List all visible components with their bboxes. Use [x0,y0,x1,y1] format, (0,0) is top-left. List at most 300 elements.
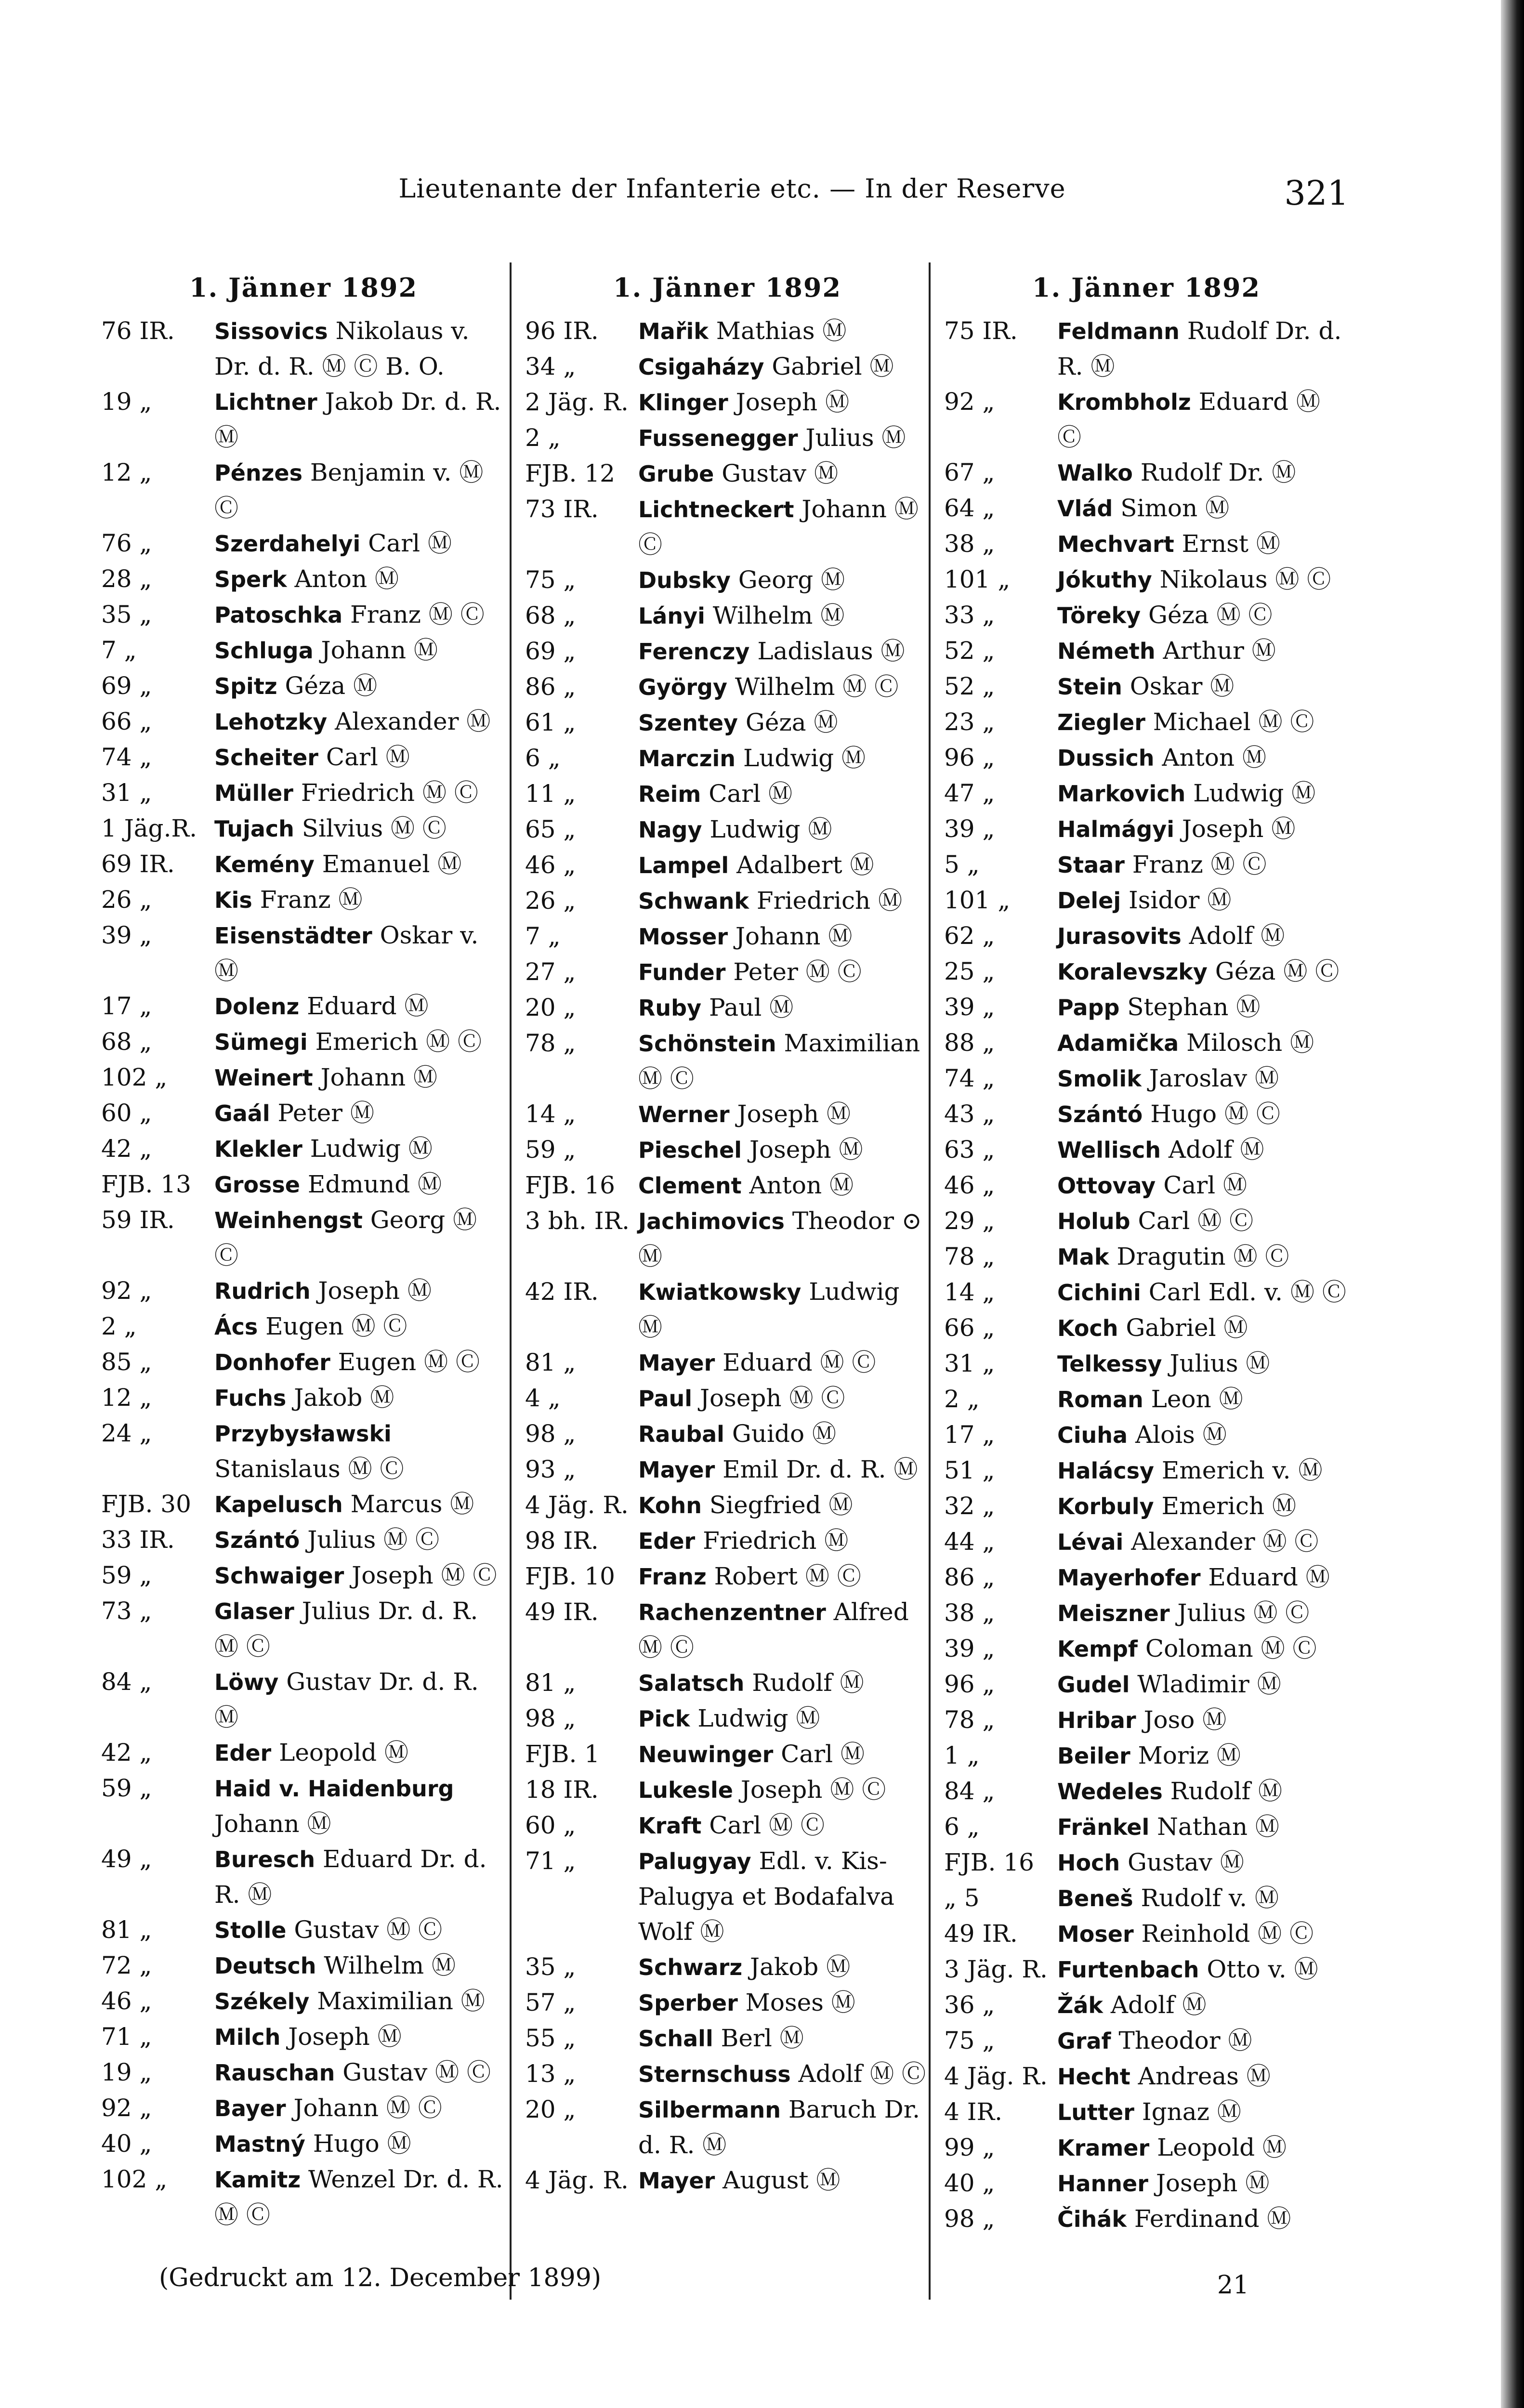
surname: Szántó [1057,1101,1143,1127]
given-name-and-decorations: Moses Ⓜ [737,1989,855,2016]
officer-entry [214,2055,506,2091]
regiment-number: FJB. 10 [525,1562,615,1590]
officer-entry [1057,847,1349,883]
officer-entry [214,1984,506,2019]
list-item [525,1132,930,1168]
regiment-number: 69 IR. [101,850,175,878]
list-item [525,955,930,990]
regiment-number: 49 IR. [944,1920,1018,1948]
surname: Feldmann [1057,318,1180,344]
list-item [944,954,1349,990]
surname: Eder [214,1740,272,1766]
surname: Mak [1057,1244,1109,1270]
given-name-and-decorations: Guido Ⓜ [724,1420,836,1448]
regiment-number: 39 „ [944,1635,995,1662]
list-item [101,1309,506,1345]
officer-entry [1057,918,1349,954]
surname: Lehotzky [214,709,328,735]
given-name-and-decorations: Gustav Ⓜ [1120,1848,1244,1876]
surname: Lányi [638,603,705,629]
surname: Mayer [638,1457,715,1483]
officer-entry [638,812,930,848]
regiment-number: 74 „ [944,1064,995,1092]
officer-entry [638,705,930,741]
officer-entry [1057,1346,1349,1382]
list-item [525,634,930,669]
list-item [944,2201,1349,2237]
given-name-and-decorations: Wilhelm Ⓜ [316,1951,456,1979]
given-name-and-decorations: Alois Ⓜ [1128,1421,1227,1449]
given-name-and-decorations: Andreas Ⓜ [1130,2062,1271,2090]
officer-entry [638,1844,930,1950]
officer-entry [1057,1809,1349,1845]
given-name-and-decorations: Friedrich Ⓜ Ⓒ [293,779,478,807]
surname: Rudrich [214,1278,311,1304]
given-name-and-decorations: Jakob Ⓜ [286,1384,394,1412]
surname: Schwaiger [214,1563,344,1589]
list-item [101,1735,506,1771]
given-name-and-decorations: Nikolaus Ⓜ Ⓒ [1152,565,1331,593]
surname: Markovich [1057,781,1186,807]
given-name-and-decorations: Rudolf v. Ⓜ [1133,1884,1279,1912]
regiment-number: 69 „ [101,672,152,700]
surname: Dolenz [214,994,300,1020]
surname: Staar [1057,852,1125,878]
given-name-and-decorations: Julius Dr. d. R. Ⓜ Ⓒ [214,1597,478,1661]
officer-entry [214,1309,506,1345]
surname: Ruby [638,995,702,1021]
given-name-and-decorations: Carl Edl. v. Ⓜ Ⓒ [1141,1278,1346,1306]
given-name-and-decorations: Ludwig Ⓜ [702,815,832,843]
given-name-and-decorations: Leon Ⓜ [1143,1385,1243,1413]
surname: Clement [638,1173,742,1199]
given-name-and-decorations: Baruch Dr. d. R. Ⓜ [638,2095,920,2159]
officer-entry [1057,598,1349,633]
regiment-number: 96 IR. [525,317,599,345]
list-item [944,990,1349,1025]
given-name-and-decorations: Joseph Ⓜ [742,1136,863,1164]
given-name-and-decorations: Mathias Ⓜ [708,317,847,345]
given-name-and-decorations: Eduard Ⓜ [299,992,429,1020]
column-3 [944,272,1349,2237]
regiment-number: 4 Jäg. R. [525,1491,629,1519]
list-item [944,455,1349,491]
officer-entry [214,1131,506,1167]
officer-entry [214,1060,506,1096]
list-item [525,919,930,955]
column-1 [101,272,506,2233]
given-name-and-decorations: Emanuel Ⓜ [314,850,462,878]
surname: Eder [638,1528,696,1554]
regiment-number: 34 „ [525,353,576,380]
officer-entry [638,2092,930,2163]
list-item [101,811,506,847]
list-item [525,776,930,812]
list-item [525,1595,930,1665]
surname: Mayer [638,2168,715,2194]
given-name-and-decorations: Stephan Ⓜ [1119,993,1261,1021]
given-name-and-decorations: Edl. v. Kis-Palugya et Bodafalva Wolf Ⓜ [638,1847,894,1946]
regiment-number: 84 „ [944,1777,995,1805]
list-item [101,918,506,989]
officer-entry [214,633,506,668]
officer-entry [214,1273,506,1309]
surname: Rachenzentner [638,1599,826,1625]
given-name-and-decorations: Maximilian Ⓜ Ⓒ [638,1029,920,1093]
officer-entry [214,1345,506,1380]
regiment-number: 33 IR. [101,1526,175,1554]
regiment-number: 59 IR. [101,1206,175,1234]
entry-list [101,314,506,2233]
officer-entry [1057,1667,1349,1702]
surname: Lichtner [214,389,317,415]
given-name-and-decorations: Carl Ⓜ [1156,1171,1248,1199]
regiment-number: 49 „ [101,1845,152,1873]
list-item [525,598,930,634]
regiment-number: 29 „ [944,1207,995,1235]
surname: Sperk [214,566,287,592]
surname: Gudel [1057,1672,1130,1698]
given-name-and-decorations: Joseph Ⓜ [728,388,850,416]
regiment-number: 42 IR. [525,1278,599,1306]
officer-entry [1057,1952,1349,1988]
surname: Lukesle [638,1777,733,1803]
list-item [101,847,506,882]
given-name-and-decorations: Carl Ⓜ [360,529,452,557]
surname: Mechvart [1057,531,1174,557]
given-name-and-decorations: Joseph Ⓜ [280,2023,402,2051]
given-name-and-decorations: Leopold Ⓜ [271,1739,409,1767]
list-item [944,1916,1349,1952]
surname: Grosse [214,1172,301,1198]
list-item [525,1701,930,1737]
surname: Stein [1057,674,1122,700]
surname: Töreky [1057,602,1141,628]
surname: Mastný [214,2131,305,2157]
list-item [101,526,506,562]
officer-entry [638,1204,930,1274]
list-item [944,918,1349,954]
officer-entry [638,420,930,456]
officer-entry [1057,740,1349,776]
surname: Schluga [214,638,314,664]
print-date-footer: (Gedruckt am 12. December 1899) [159,2264,602,2292]
officer-entry [1057,1417,1349,1453]
regiment-number: FJB. 30 [101,1490,191,1518]
given-name-and-decorations: Gustav Ⓜ Ⓒ [286,1916,443,1944]
list-item [944,669,1349,705]
surname: Milch [214,2024,281,2050]
given-name-and-decorations: Ludwig Ⓜ [736,744,866,772]
officer-entry [214,1167,506,1203]
regiment-number: 52 „ [944,637,995,665]
regiment-number: 36 „ [944,1991,995,2019]
given-name-and-decorations: Emerich Ⓜ [1154,1492,1296,1520]
regiment-number: FJB. 16 [525,1171,615,1199]
given-name-and-decorations: Leopold Ⓜ [1149,2133,1287,2161]
surname: Papp [1057,995,1120,1021]
given-name-and-decorations: Ladislaus Ⓜ [749,637,905,665]
officer-entry [638,1345,930,1381]
officer-entry [1057,314,1349,384]
given-name-and-decorations: Johann Ⓜ Ⓒ [286,2094,442,2122]
officer-entry [1057,526,1349,562]
list-item [101,740,506,775]
surname: Hoch [1057,1850,1120,1876]
surname: Graf [1057,2028,1111,2054]
given-name-and-decorations: Siegfried Ⓜ [701,1491,853,1519]
scan-edge [1501,0,1524,2408]
surname: Čihák [1057,2206,1127,2232]
regiment-number: 18 IR. [525,1776,599,1804]
officer-entry [214,811,506,847]
given-name-and-decorations: Ludwig Ⓜ [302,1135,433,1163]
given-name-and-decorations: Adolf Ⓜ [1103,1991,1207,2019]
officer-entry [1057,1738,1349,1774]
officer-entry [638,669,930,705]
list-item [101,1771,506,1842]
regiment-number: 98 „ [525,1420,576,1448]
given-name-and-decorations: Eduard Ⓜ Ⓒ [1057,388,1320,451]
surname: Mayer [638,1350,715,1376]
list-item [525,1488,930,1523]
regiment-number: 64 „ [944,494,995,522]
list-item [944,2166,1349,2201]
list-item [101,1487,506,1522]
list-item [525,1168,930,1204]
surname: Halmágyi [1057,816,1174,842]
given-name-and-decorations: Ludwig Ⓜ [1185,779,1316,807]
given-name-and-decorations: Wilhelm Ⓜ [705,602,845,629]
regiment-number: 65 „ [525,815,576,843]
surname: Beiler [1057,1743,1130,1769]
officer-entry [638,1132,930,1168]
surname: Müller [214,780,293,806]
surname: Sümegi [214,1029,308,1055]
regiment-number: 76 „ [101,529,152,557]
regiment-number: 39 „ [944,815,995,843]
officer-entry [214,1380,506,1416]
regiment-number: 1 Jäg.R. [101,814,197,842]
given-name-and-decorations: Oskar Ⓜ [1122,672,1235,700]
regiment-number: 86 „ [525,673,576,701]
regiment-number: 12 „ [101,458,152,486]
officer-entry [214,668,506,704]
officer-entry [214,1416,506,1487]
officer-entry [638,955,930,990]
officer-entry [214,1487,506,1522]
given-name-and-decorations: Joseph Ⓜ [729,1100,851,1128]
officer-entry [1057,1524,1349,1560]
list-item [525,2056,930,2092]
regiment-number: 26 „ [101,886,152,914]
surname: Lutter [1057,2099,1134,2125]
officer-entry [1057,1168,1349,1204]
list-item [944,1132,1349,1168]
list-item [525,492,930,563]
surname: Schwarz [638,1954,743,1980]
given-name-and-decorations: Joso Ⓜ [1136,1706,1227,1734]
officer-entry [1057,1453,1349,1489]
list-item [525,669,930,705]
regiment-number: 40 „ [944,2169,995,2197]
surname: Schall [638,2026,713,2052]
list-item [525,2021,930,2056]
regiment-number: 20 „ [525,994,576,1021]
list-item [944,776,1349,811]
given-name-and-decorations: Reinhold Ⓜ Ⓒ [1133,1920,1314,1948]
list-item [525,349,930,385]
given-name-and-decorations: Moriz Ⓜ [1130,1741,1241,1769]
officer-entry [1057,1916,1349,1952]
surname: Marczin [638,746,736,772]
given-name-and-decorations: Franz Ⓜ Ⓒ [1124,851,1267,878]
given-name-and-decorations: Géza Ⓜ [277,672,378,700]
officer-entry [1057,1881,1349,1916]
regiment-number: 102 „ [101,1063,168,1091]
officer-entry [214,1912,506,1948]
officer-entry [638,634,930,669]
list-item [101,2091,506,2126]
surname: Sperber [638,1990,738,2016]
regiment-number: 49 IR. [525,1598,599,1626]
surname: Lévai [1057,1529,1124,1555]
given-name-and-decorations: Maximilian Ⓜ [309,1987,485,2015]
regiment-number: 62 „ [944,922,995,950]
given-name-and-decorations: Silvius Ⓜ Ⓒ [294,814,447,842]
list-item [101,562,506,597]
officer-entry [214,314,506,384]
given-name-and-decorations: Eugen Ⓜ Ⓒ [330,1348,480,1376]
officer-entry [1057,1560,1349,1596]
officer-entry [638,1097,930,1132]
regiment-number: 32 „ [944,1492,995,1520]
regiment-number: 1 „ [944,1741,980,1769]
list-item [944,1631,1349,1667]
surname: Ziegler [1057,709,1145,735]
list-item [525,1559,930,1595]
list-item [525,1808,930,1844]
officer-entry [214,1948,506,1984]
list-item [101,1380,506,1416]
list-item [101,882,506,918]
surname: Weinert [214,1065,313,1091]
surname: Franz [638,1564,707,1590]
surname: Moser [1057,1921,1134,1947]
given-name-and-decorations: Hugo Ⓜ Ⓒ [1143,1100,1280,1128]
list-item [944,314,1349,384]
list-item [101,1131,506,1167]
officer-entry [214,2019,506,2055]
regiment-number: 73 „ [101,1597,152,1625]
officer-entry [1057,491,1349,526]
list-item [944,1168,1349,1204]
regiment-number: 84 „ [101,1668,152,1696]
officer-entry [638,1274,930,1345]
regiment-number: 42 „ [101,1739,152,1767]
regiment-number: 69 „ [525,637,576,665]
surname: Buresch [214,1846,315,1872]
regiment-number: 25 „ [944,957,995,985]
list-item [944,2059,1349,2094]
officer-entry [638,1595,930,1665]
officer-entry [214,1024,506,1060]
officer-entry [638,1665,930,1701]
given-name-and-decorations: Ignaz Ⓜ [1134,2098,1241,2126]
given-name-and-decorations: Eduard Ⓜ [1200,1563,1330,1591]
regiment-number: 68 „ [101,1028,152,1056]
given-name-and-decorations: Julius Ⓜ Ⓒ [300,1526,440,1554]
regiment-number: 59 „ [101,1561,152,1589]
regiment-number: 4 IR. [944,2098,1002,2126]
officer-entry [638,2021,930,2056]
list-item [944,1382,1349,1417]
list-item [525,1523,930,1559]
given-name-and-decorations: Johann Ⓜ [728,922,853,950]
given-name-and-decorations: Paul Ⓜ [701,994,794,1021]
list-item [944,1346,1349,1382]
list-item [101,1594,506,1664]
page-number: 321 [1284,173,1349,213]
surname: Kraft [638,1813,702,1839]
list-item [101,1167,506,1203]
officer-entry [638,1701,930,1737]
officer-entry [214,2162,506,2233]
list-item [525,1452,930,1488]
regiment-number: 71 „ [525,1847,576,1875]
regiment-number: 86 „ [944,1563,995,1591]
list-item [525,1026,930,1097]
regiment-number: 31 „ [101,779,152,807]
surname: Schönstein [638,1031,776,1057]
given-name-and-decorations: Géza Ⓜ [738,708,838,736]
regiment-number: 3 bh. IR. [525,1207,630,1235]
list-item [944,1774,1349,1809]
officer-entry [214,1842,506,1912]
officer-entry [214,2126,506,2162]
list-item [525,1985,930,2021]
list-item [101,314,506,384]
officer-entry [1057,1239,1349,1275]
column-heading: 1. Jänner 1892 [189,272,418,303]
officer-entry [1057,2023,1349,2059]
surname: Haid v. Haidenburg [214,1776,454,1802]
officer-entry [214,704,506,740]
given-name-and-decorations: Gabriel Ⓜ [764,353,894,380]
surname: Stolle [214,1917,287,1943]
surname: Jurasovits [1057,923,1182,949]
officer-entry [1057,1845,1349,1881]
surname: Raubal [638,1421,724,1447]
list-item [101,1024,506,1060]
given-name-and-decorations: Georg Ⓜ Ⓒ [214,1206,477,1269]
given-name-and-decorations: Alfred Ⓜ Ⓒ [638,1598,909,1662]
officer-entry [1057,1025,1349,1061]
surname: Sissovics [214,318,328,344]
officer-entry [214,562,506,597]
officer-entry [638,990,930,1026]
surname: Wedeles [1057,1779,1163,1805]
surname: Kemény [214,851,315,877]
surname: Ferenczy [638,639,750,665]
surname: Delej [1057,888,1121,914]
given-name-and-decorations: Wenzel Dr. d. R. Ⓜ Ⓒ [214,2165,503,2229]
regiment-number: 7 „ [101,636,137,664]
given-name-and-decorations: Theodor Ⓜ [1111,2027,1252,2055]
list-item [944,1809,1349,1845]
given-name-and-decorations: Anton Ⓜ [287,565,399,593]
officer-entry [1057,1097,1349,1132]
